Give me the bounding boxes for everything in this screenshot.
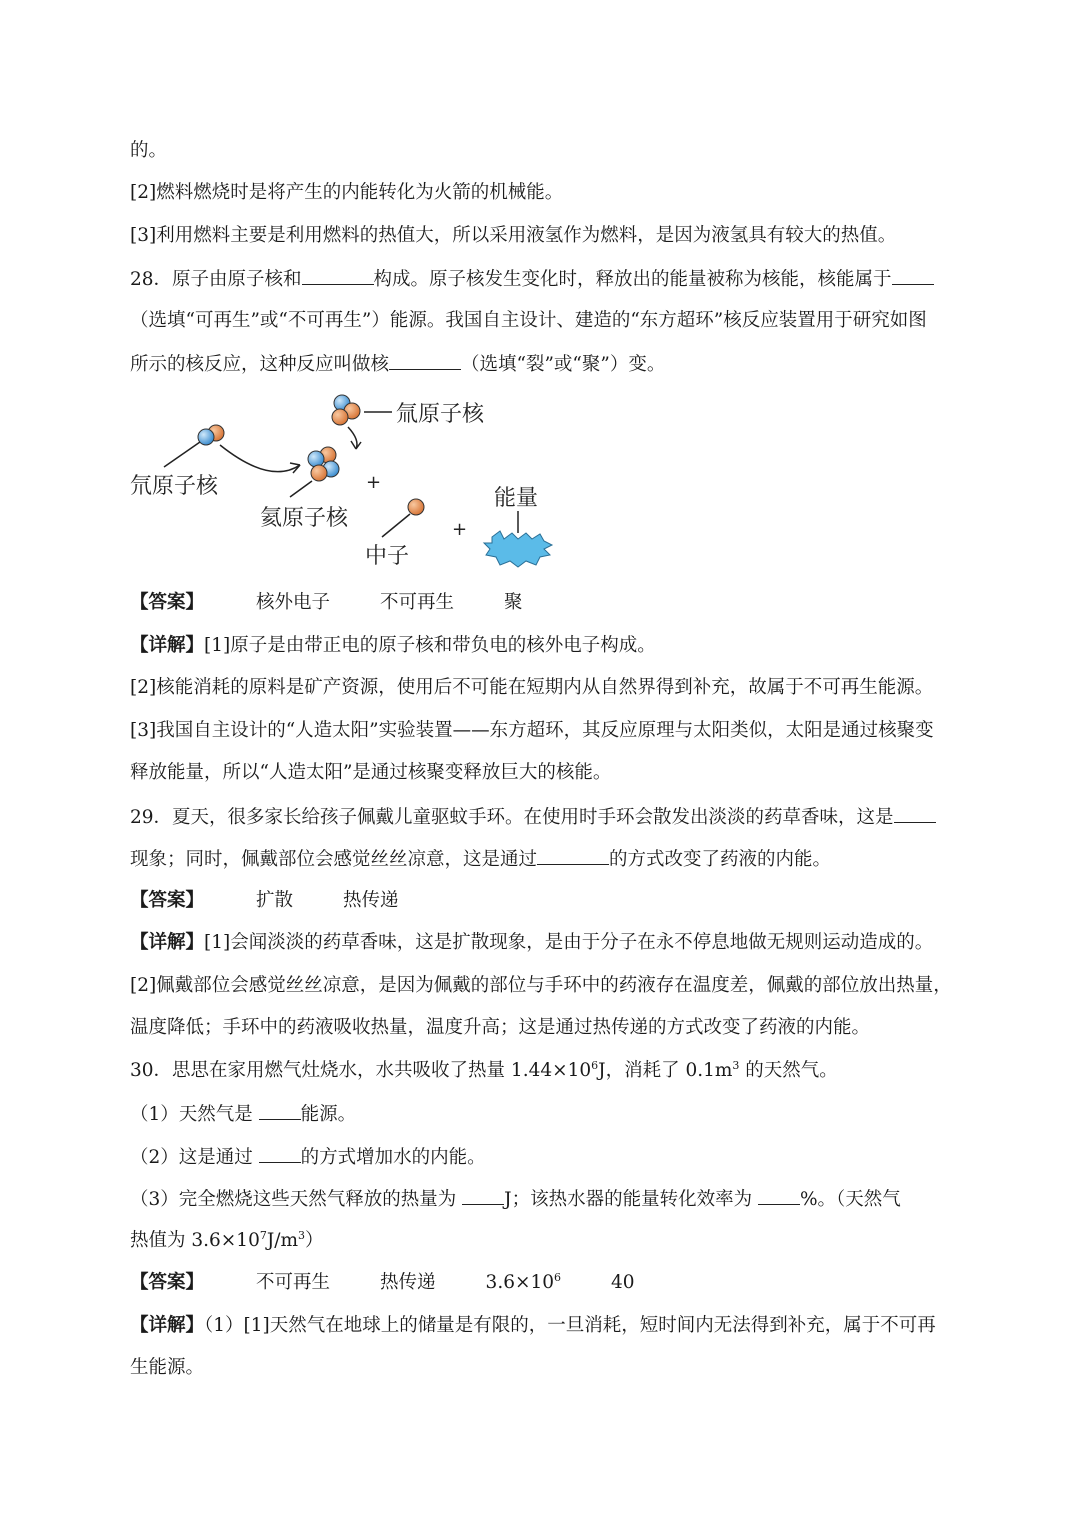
answer-28: 【答案】 核外电子 不可再生 聚 xyxy=(130,592,523,613)
question-28-line-2: （选填“可再生”或“不可再生”）能源。我国自主设计、建造的“东方超环”核反应装置用于研究如图 xyxy=(130,310,927,331)
answer-blank xyxy=(537,846,609,865)
deuterium-nucleus-icon xyxy=(198,425,224,445)
detail-30-line: 【详解】（1）[1]天然气在地球上的储量是有限的，一旦消耗，短时间内无法得到补充，属于不可再 xyxy=(130,1315,936,1336)
question-29-line-1: 29．夏天，很多家长给孩子佩戴儿童驱蚊手环。在使用时手环会散发出淡淡的药草香味，这是 xyxy=(130,804,936,830)
detail-28-line: 【详解】[1]原子是由带正电的原子核和带负电的核外电子构成。 xyxy=(130,635,656,656)
detail-28-line: [2]核能消耗的原料是矿产资源，使用后不可能在短期内从自然界得到补充，故属于不可再生能源。 xyxy=(130,677,934,698)
detail-30-line: 生能源。 xyxy=(130,1357,205,1378)
detail-29-line: 温度降低；手环中的药液吸收热量，温度升高；这是通过热传递的方式改变了药液的内能。 xyxy=(130,1017,871,1038)
text-line: [2]燃料燃烧时是将产生的内能转化为火箭的机械能。 xyxy=(130,182,564,203)
detail-29-line: [2]佩戴部位会感觉丝丝凉意，是因为佩戴的部位与手环中的药液存在温度差，佩戴的部位放出热量， xyxy=(130,975,952,996)
plus-sign: + xyxy=(452,519,468,540)
text-line: [3]利用燃料主要是利用燃料的热值大，所以采用液氢作为燃料，是因为液氢具有较大的热值。 xyxy=(130,225,897,246)
question-28-line-1: 28．原子由原子核和 构成。原子核发生变化时，释放出的能量被称为核能，核能属于 xyxy=(130,266,934,292)
answer-blank xyxy=(462,1186,504,1205)
answer-blank xyxy=(758,1186,800,1205)
answer-blank xyxy=(894,804,936,823)
neutron-label: 中子 xyxy=(365,544,410,569)
answer-blank xyxy=(259,1101,301,1120)
detail-28-line: [3]我国自主设计的“人造太阳”实验装置——东方超环，其反应原理与太阳类似，太阳是通过核聚变 xyxy=(130,720,934,741)
question-29-line-2: 现象；同时，佩戴部位会感觉丝丝凉意，这是通过 的方式改变了药液的内能。 xyxy=(130,846,831,872)
energy-burst-icon xyxy=(484,531,552,567)
neutron-icon xyxy=(408,499,424,515)
deuterium-label: 氘原子核 xyxy=(130,474,219,499)
question-30-part-1: （1）天然气是 能源。 xyxy=(130,1101,356,1127)
text-line: 的。 xyxy=(130,140,168,161)
answer-blank xyxy=(302,266,374,285)
answer-30: 【答案】 不可再生 热传递 $3.6\times 10^6$ 40 xyxy=(130,1270,635,1293)
plus-sign: + xyxy=(366,472,382,493)
question-30-part-3: （3）完全燃烧这些天然气释放的热量为 J；该热水器的能量转化效率为 %。（天然气 xyxy=(130,1186,901,1212)
detail-28-line: 释放能量，所以“人造太阳”是通过核聚变释放巨大的核能。 xyxy=(130,762,612,783)
answer-blank xyxy=(892,266,934,285)
detail-29-line: 【详解】[1]会闻淡淡的药草香味，这是扩散现象，是由于分子在永不停息地做无规则运动造成的。 xyxy=(130,932,934,953)
helium-nucleus-icon xyxy=(308,447,339,481)
question-30-stem: 30．思思在家用燃气灶烧水，水共吸收了热量 $1.44\times 10^6J$，消耗了 $0.1m^3$ 的天然气。 xyxy=(130,1058,838,1081)
question-30-part-2: （2）这是通过 的方式增加水的内能。 xyxy=(130,1144,486,1170)
tritium-nucleus-icon xyxy=(332,395,360,425)
fusion-diagram xyxy=(120,385,580,585)
question-28-line-3: 所示的核反应，这种反应叫做核 （选填“裂”或“聚”）变。 xyxy=(130,351,665,377)
question-30-part-3-cont: 热值为 $3.6\times 10^7J/m^3$） xyxy=(130,1228,324,1251)
answer-blank xyxy=(259,1144,301,1163)
tritium-label: 氚原子核 xyxy=(396,402,485,427)
answer-blank xyxy=(389,351,461,370)
helium-label: 氦原子核 xyxy=(260,506,349,531)
energy-label: 能量 xyxy=(494,486,539,511)
answer-29: 【答案】 扩散 热传递 xyxy=(130,890,399,911)
